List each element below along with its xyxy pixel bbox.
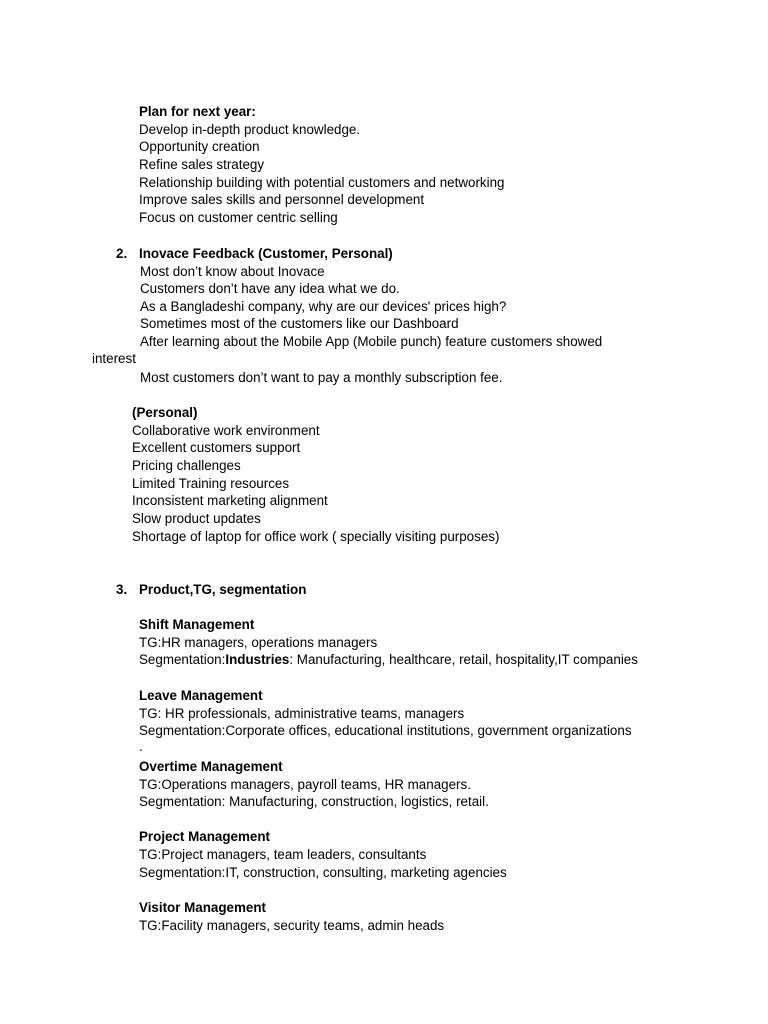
plan-item: Develop in-depth product knowledge.	[139, 122, 361, 137]
personal-item: Inconsistent marketing alignment	[132, 493, 328, 508]
personal-item: Limited Training resources	[132, 476, 290, 491]
product-segmentation: Segmentation:Industries: Manufacturing, healthcare, retail, hospitality,IT companies	[139, 652, 638, 667]
feedback-item: Sometimes most of the customers like our Dashboard	[140, 316, 459, 331]
stray-dot: .	[139, 739, 143, 754]
product-tg: TG:Facility managers, security teams, admin heads	[139, 918, 445, 933]
personal-item: Slow product updates	[132, 511, 261, 526]
products-heading: Product,TG, segmentation	[139, 582, 307, 597]
personal-item: Excellent customers support	[132, 440, 301, 455]
feedback-item: Most customers don’t want to pay a monthly subscription fee.	[140, 370, 503, 385]
product-title: Overtime Management	[139, 759, 283, 774]
product-tg: TG:Project managers, team leaders, consultants	[139, 847, 427, 862]
product-title: Project Management	[139, 829, 270, 844]
feedback-item-wrap: interest	[92, 351, 136, 366]
feedback-item: As a Bangladeshi company, why are our devices' prices high?	[140, 299, 507, 314]
section-number: 2.	[116, 246, 128, 261]
product-segmentation: Segmentation: Manufacturing, construction, logistics, retail.	[139, 794, 489, 809]
product-tg: TG: HR professionals, administrative teams, managers	[139, 706, 465, 721]
personal-heading: (Personal)	[132, 405, 198, 420]
product-tg: TG:HR managers, operations managers	[139, 635, 378, 650]
personal-item: Pricing challenges	[132, 458, 241, 473]
product-segmentation: Segmentation:Corporate offices, educational institutions, government organizations	[139, 723, 632, 738]
plan-item: Relationship building with potential customers and networking	[139, 175, 505, 190]
plan-item: Opportunity creation	[139, 139, 260, 154]
feedback-item: Most don’t know about Inovace	[140, 264, 325, 279]
product-segmentation: Segmentation:IT, construction, consulting, marketing agencies	[139, 865, 507, 880]
plan-item: Focus on customer centric selling	[139, 210, 338, 225]
personal-item: Collaborative work environment	[132, 423, 320, 438]
feedback-item: After learning about the Mobile App (Mobile punch) feature customers showed	[140, 334, 603, 349]
plan-heading: Plan for next year:	[139, 104, 256, 119]
section-number: 3.	[116, 582, 128, 597]
product-title: Shift Management	[139, 617, 255, 632]
plan-item: Refine sales strategy	[139, 157, 265, 172]
feedback-heading: Inovace Feedback (Customer, Personal)	[139, 246, 393, 261]
product-title: Visitor Management	[139, 900, 266, 915]
product-title: Leave Management	[139, 688, 263, 703]
feedback-item: Customers don’t have any idea what we do.	[140, 281, 400, 296]
product-tg: TG:Operations managers, payroll teams, HR managers.	[139, 777, 471, 792]
plan-item: Improve sales skills and personnel development	[139, 192, 425, 207]
personal-item: Shortage of laptop for office work ( specially visiting purposes)	[132, 529, 500, 544]
